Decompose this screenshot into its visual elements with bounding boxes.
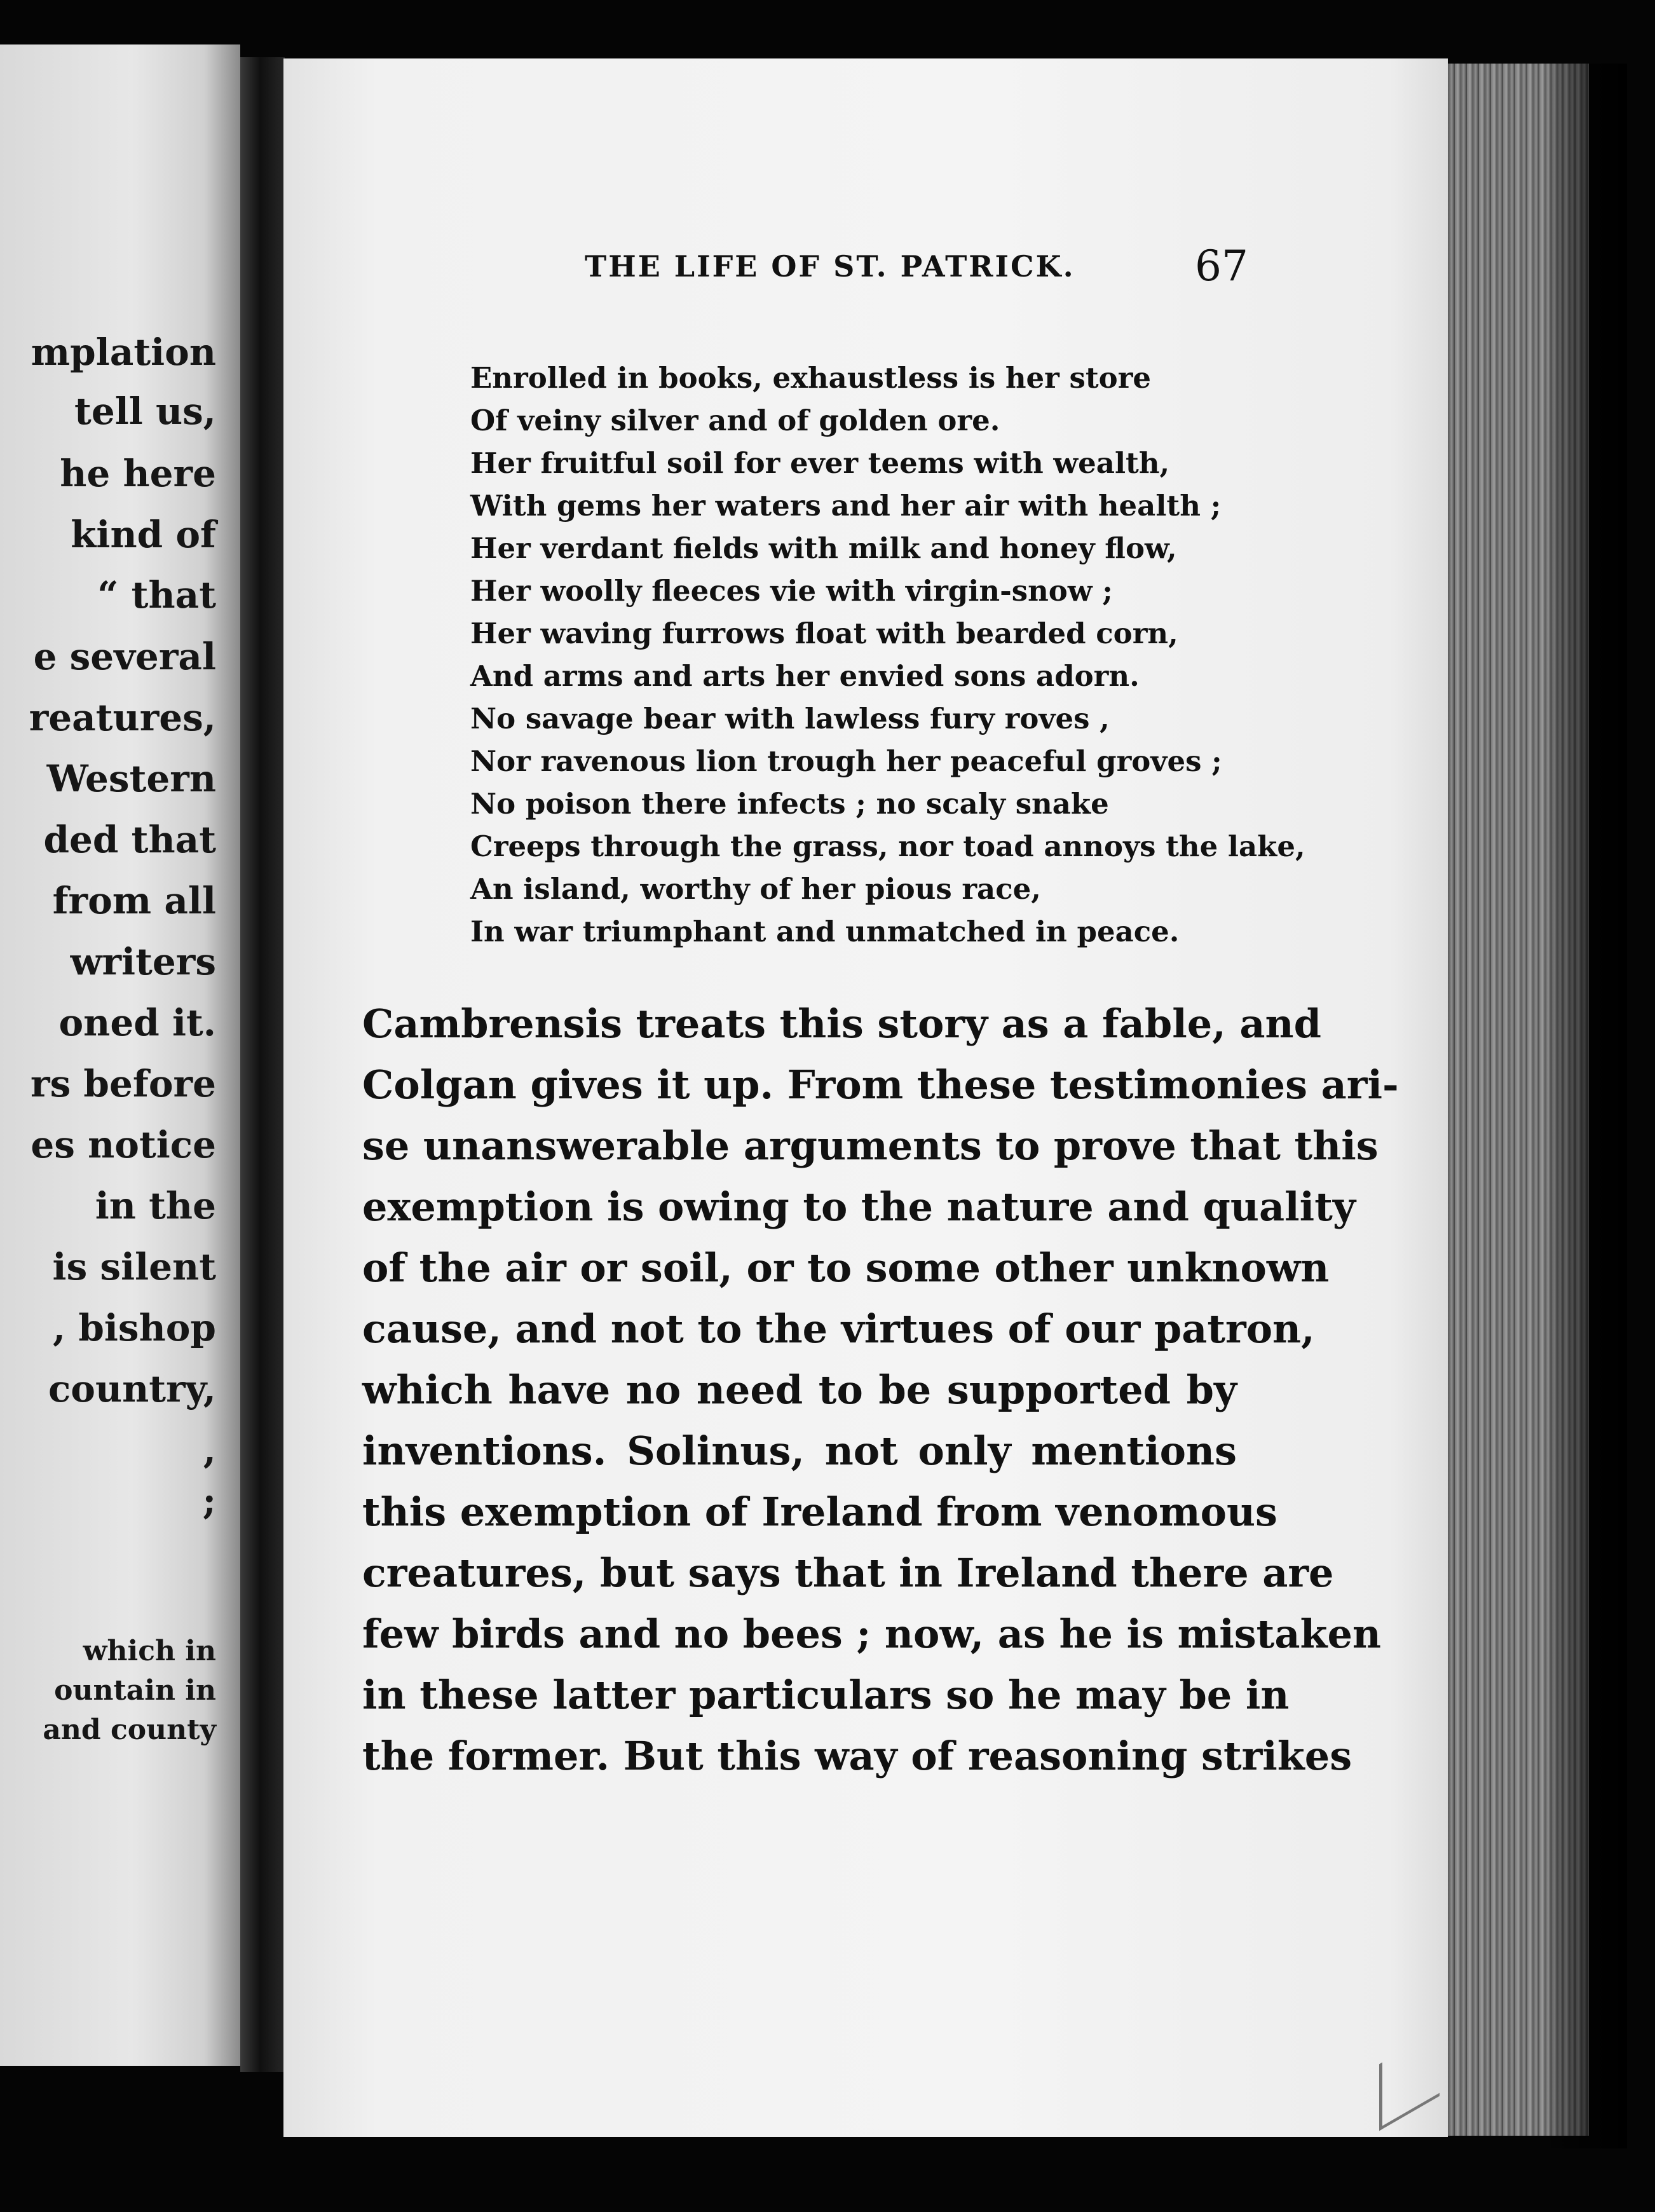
left-page-footnote-line: and county <box>43 1714 216 1746</box>
poem-line: No savage bear with lawless fury roves , <box>470 702 1110 735</box>
poem-line: In war triumphant and unmatched in peace. <box>470 915 1180 948</box>
prose-line: which have no need to be supported by <box>362 1367 1237 1413</box>
prose-line: in these latter particulars so he may be in <box>362 1672 1290 1718</box>
prose-line: creatures, but says that in Ireland there are <box>362 1550 1334 1596</box>
left-page-line: from all <box>52 879 216 922</box>
left-page-line: he here <box>60 452 216 495</box>
prose-line: cause, and not to the virtues of our patron, <box>362 1306 1315 1352</box>
poem-line: An island, worthy of her pious race, <box>470 872 1041 906</box>
left-page-line: es notice <box>31 1123 216 1166</box>
running-head: THE LIFE OF ST. PATRICK. <box>585 249 1075 283</box>
prose-line: Cambrensis treats this story as a fable, and <box>362 1000 1321 1047</box>
poem-line: Creeps through the grass, nor toad annoys the lake, <box>470 830 1305 863</box>
left-page-line: “ that <box>97 573 216 617</box>
left-page-fragment <box>0 44 240 2066</box>
left-page-line: tell us, <box>74 390 216 433</box>
left-page-line: mplation <box>31 331 216 374</box>
left-page-line: e several <box>33 635 216 678</box>
prose-line: few birds and no bees ; now, as he is mistaken <box>362 1611 1381 1657</box>
book-gutter <box>240 57 285 2072</box>
left-page-footnote-line: ountain in <box>54 1674 216 1707</box>
left-page-line: writers <box>70 940 216 983</box>
left-page-line: oned it. <box>58 1001 216 1044</box>
left-page-line: is silent <box>52 1245 216 1288</box>
poem-line: Nor ravenous lion trough her peaceful groves ; <box>470 744 1222 778</box>
left-page-line: ; <box>202 1479 216 1522</box>
page-number: 67 <box>1195 242 1248 290</box>
prose-line: se unanswerable arguments to prove that this <box>362 1123 1379 1169</box>
prose-line: of the air or soil, or to some other unknown <box>362 1245 1330 1291</box>
prose-line: inventions. Solinus, not only mentions <box>362 1428 1237 1474</box>
left-page-line: country, <box>48 1367 216 1410</box>
left-page-footnote-line: which in <box>83 1635 216 1667</box>
poem-line: Her woolly fleeces vie with virgin-snow ; <box>470 574 1113 608</box>
edge-shadow <box>1551 64 1627 2148</box>
poem-line: No poison there infects ; no scaly snake <box>470 787 1109 821</box>
poem-line: Her fruitful soil for ever teems with wealth, <box>470 446 1170 480</box>
prose-line: Colgan gives it up. From these testimonies ari- <box>362 1062 1399 1108</box>
left-page-line: ded that <box>43 818 216 861</box>
poem-line: Her waving furrows float with bearded corn, <box>470 617 1178 650</box>
prose-line: exemption is owing to the nature and quality <box>362 1184 1356 1230</box>
left-page-line: kind of <box>71 513 216 556</box>
prose-line: the former. But this way of reasoning strikes <box>362 1733 1352 1779</box>
left-page-line: reatures, <box>29 696 216 739</box>
poem-line: Enrolled in books, exhaustless is her store <box>470 361 1152 395</box>
left-page-line: , bishop <box>52 1306 216 1349</box>
left-page-line: , <box>203 1428 216 1471</box>
prose-line: this exemption of Ireland from venomous <box>362 1489 1277 1535</box>
poem-line: With gems her waters and her air with health ; <box>470 489 1222 522</box>
left-page-line: in the <box>95 1184 216 1227</box>
left-page-line: rs before <box>31 1062 216 1105</box>
poem-line: And arms and arts her envied sons adorn. <box>470 659 1140 693</box>
poem-line: Of veiny silver and of golden ore. <box>470 404 1000 437</box>
poem-line: Her verdant fields with milk and honey flow, <box>470 531 1177 565</box>
left-page-line: Western <box>46 757 216 800</box>
